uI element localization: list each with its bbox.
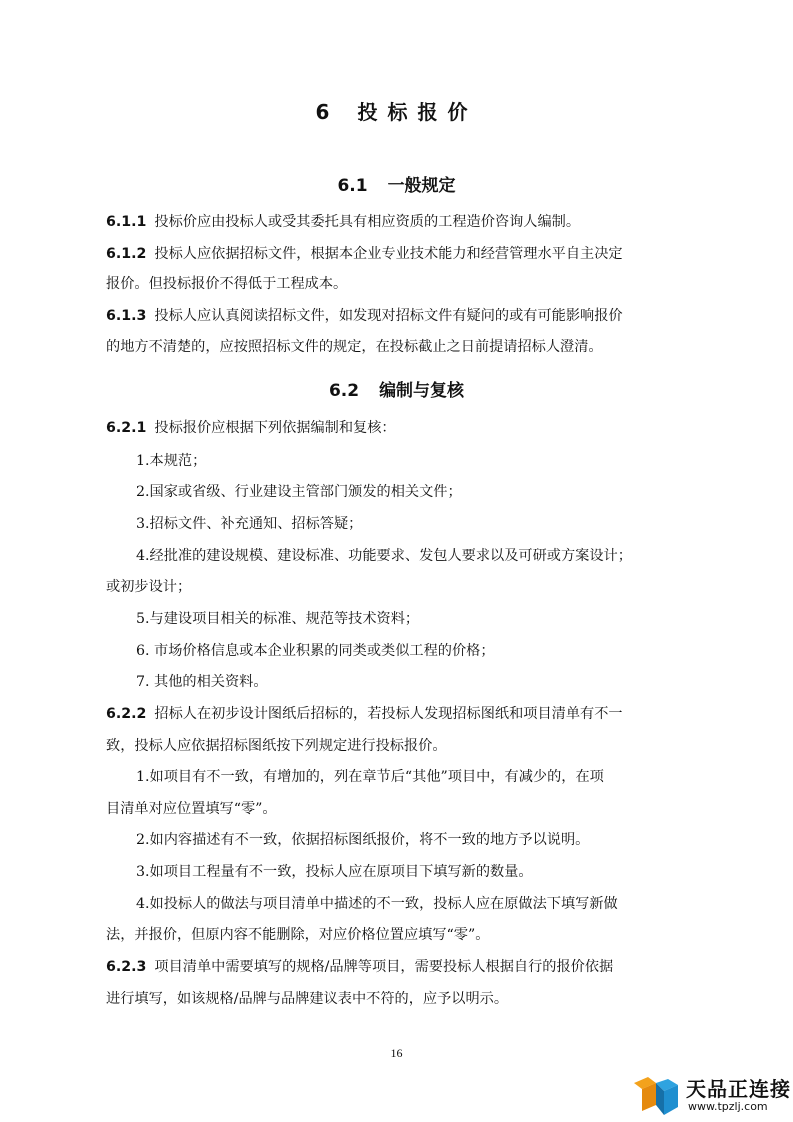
clause-number: 6.2.3 bbox=[106, 959, 147, 975]
section-number: 6.2 bbox=[328, 381, 360, 401]
clause-6-2-3-cont: 进行填写，如该规格/品牌与品牌建议表中不符的，应予以明示。 bbox=[106, 991, 509, 1007]
section-title-6-1 bbox=[0, 171, 793, 196]
clause-6-1-2 bbox=[106, 244, 696, 264]
clause-6-2-3 bbox=[106, 957, 696, 977]
watermark-logo bbox=[634, 1073, 791, 1119]
section-title-6-2 bbox=[0, 376, 793, 401]
clause-text: 投标人应依据招标文件，根据本企业专业技术能力和经营管理水平自主决定 bbox=[154, 246, 623, 262]
watermark-name: 天品正连接 bbox=[686, 1077, 791, 1101]
clause-number: 6.1.1 bbox=[106, 214, 147, 230]
clause-6-1-1 bbox=[106, 212, 696, 232]
chapter-title-text: 投标报价 bbox=[357, 100, 478, 124]
chapter-title bbox=[0, 96, 793, 125]
list-item: 4.经批准的建设规模、建设标准、功能要求、发包人要求以及可研或方案设计； bbox=[136, 548, 632, 564]
clause-number: 6.1.2 bbox=[106, 246, 147, 262]
section-title-text: 一般规定 bbox=[387, 176, 456, 196]
clause-6-2-2-cont: 致，投标人应依据招标图纸按下列规定进行投标报价。 bbox=[106, 738, 447, 754]
clause-6-2-1 bbox=[106, 418, 696, 438]
clause-6-1-2-cont: 报价。但投标报价不得低于工程成本。 bbox=[106, 276, 348, 292]
section-title-text: 编制与复核 bbox=[379, 381, 465, 401]
list-item: 3.如项目工程量有不一致，投标人应在原项目下填写新的数量。 bbox=[136, 864, 533, 880]
list-item: 1.如项目有不一致，有增加的，列在章节后“其他”项目中，有减少的，在项 bbox=[136, 769, 604, 785]
list-item: 5.与建设项目相关的标准、规范等技术资料； bbox=[136, 611, 420, 627]
clause-6-1-3-cont: 的地方不清楚的，应按照招标文件的规定，在投标截止之日前提请招标人澄清。 bbox=[106, 339, 603, 355]
clause-6-1-3 bbox=[106, 306, 696, 326]
clause-6-2-2 bbox=[106, 704, 696, 724]
tp-logo-icon bbox=[634, 1077, 678, 1119]
clause-number: 6.2.1 bbox=[106, 420, 147, 436]
clause-text: 项目清单中需要填写的规格/品牌等项目，需要投标人根据自行的报价依据 bbox=[154, 959, 614, 975]
list-item: 6. 市场价格信息或本企业积累的同类或类似工程的价格； bbox=[136, 643, 495, 659]
clause-text: 招标人在初步设计图纸后招标的，若投标人发现招标图纸和项目清单有不一 bbox=[154, 706, 623, 722]
list-item: 2.国家或省级、行业建设主管部门颁发的相关文件； bbox=[136, 484, 462, 500]
list-item: 2.如内容描述有不一致，依据招标图纸报价，将不一致的地方予以说明。 bbox=[136, 832, 590, 848]
list-item-cont: 法，并报价，但原内容不能删除，对应价格位置应填写“零”。 bbox=[106, 927, 490, 943]
clause-number: 6.2.2 bbox=[106, 706, 147, 722]
page-number: 16 bbox=[390, 1046, 403, 1060]
clause-text: 投标价应由投标人或受其委托具有相应资质的工程造价咨询人编制。 bbox=[154, 214, 581, 230]
clause-number: 6.1.3 bbox=[106, 308, 147, 324]
clause-text: 投标人应认真阅读招标文件，如发现对招标文件有疑问的或有可能影响报价 bbox=[154, 308, 623, 324]
chapter-number: 6 bbox=[315, 100, 334, 124]
list-item: 7. 其他的相关资料。 bbox=[136, 674, 268, 690]
list-item-cont: 目清单对应位置填写“零”。 bbox=[106, 801, 277, 817]
list-item-cont: 或初步设计； bbox=[106, 579, 192, 595]
watermark-url: www.tpzlj.com bbox=[688, 1100, 768, 1113]
list-item: 1.本规范； bbox=[136, 453, 207, 469]
list-item: 4.如投标人的做法与项目清单中描述的不一致，投标人应在原做法下填写新做 bbox=[136, 896, 618, 912]
section-number: 6.1 bbox=[337, 176, 368, 196]
list-item: 3.招标文件、补充通知、招标答疑； bbox=[136, 516, 363, 532]
clause-text: 投标报价应根据下列依据编制和复核： bbox=[154, 420, 396, 436]
